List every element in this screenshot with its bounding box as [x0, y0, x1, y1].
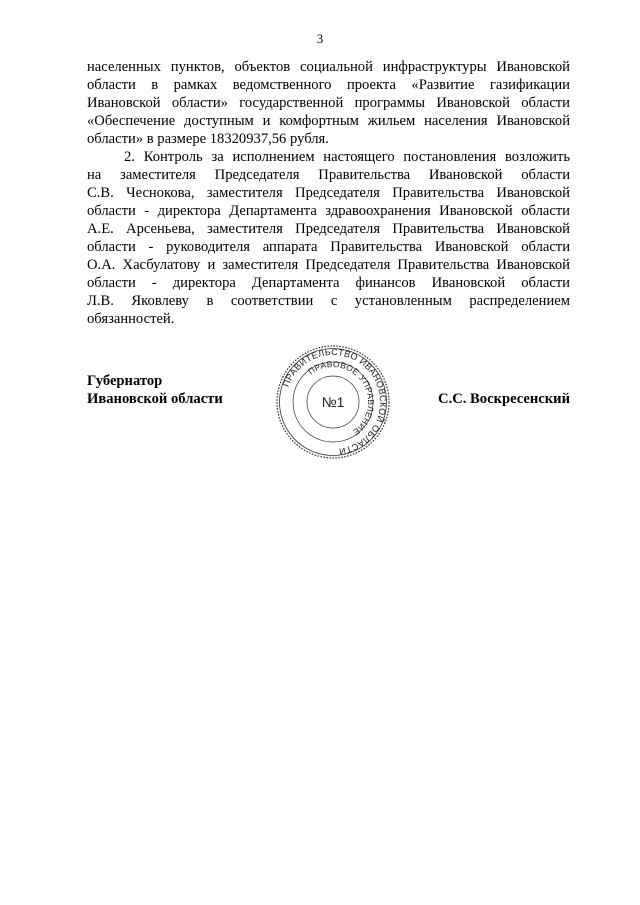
text-line: С.В. Чеснокова, заместителя Председателя Правительства Ивановской — [87, 185, 570, 201]
document-body — [87, 58, 570, 328]
seal-number: №1 — [321, 394, 345, 410]
text-line: «Обеспечение доступным и комфортным жильем населения Ивановской — [87, 113, 570, 129]
text-line: обязанностей. — [87, 311, 175, 327]
text-line: области в рамках ведомственного проекта «Развитие газификации — [87, 77, 570, 93]
text-line: области» в размере 18320937,56 рубля. — [87, 131, 329, 147]
text-line: А.Е. Арсеньева, заместителя Председателя Правительства Ивановской — [87, 221, 570, 237]
signatory-position — [87, 372, 223, 408]
text-line: Л.В. Яковлеву в соответствии с установленным распределением — [87, 293, 570, 309]
text-line: населенных пунктов, объектов социальной инфраструктуры Ивановской — [87, 59, 570, 75]
position-region: Ивановской области — [87, 391, 223, 407]
paragraph-start-line: 2. Контроль за исполнением настоящего постановления возложить — [124, 149, 570, 165]
page-number: 3 — [316, 31, 324, 46]
seal-graphic — [275, 344, 391, 460]
text-line: О.А. Хасбулатову и заместителя Председателя Правительства Ивановской — [87, 257, 570, 273]
position-title: Губернатор — [87, 373, 163, 389]
text-line: на заместителя Председателя Правительства Ивановской области — [87, 167, 570, 183]
text-line: области - руководителя аппарата Правительства Ивановской области — [87, 239, 570, 255]
text-line: области - директора Департамента финансов Ивановской области — [87, 275, 570, 291]
text-line: области - директора Департамента здравоохранения Ивановской области — [87, 203, 570, 219]
official-seal-stamp — [275, 344, 391, 460]
signatory-name: С.С. Воскресенский — [438, 391, 570, 407]
text-line: Ивановской области» государственной программы Ивановской области — [87, 95, 570, 111]
seal-outer-text: ПРАВИТЕЛЬСТВО ИВАНОВСКОЙ ОБЛАСТИ — [280, 346, 389, 457]
seal-inner-text: ПРАВОВОЕ УПРАВЛЕНИЕ — [306, 358, 377, 438]
